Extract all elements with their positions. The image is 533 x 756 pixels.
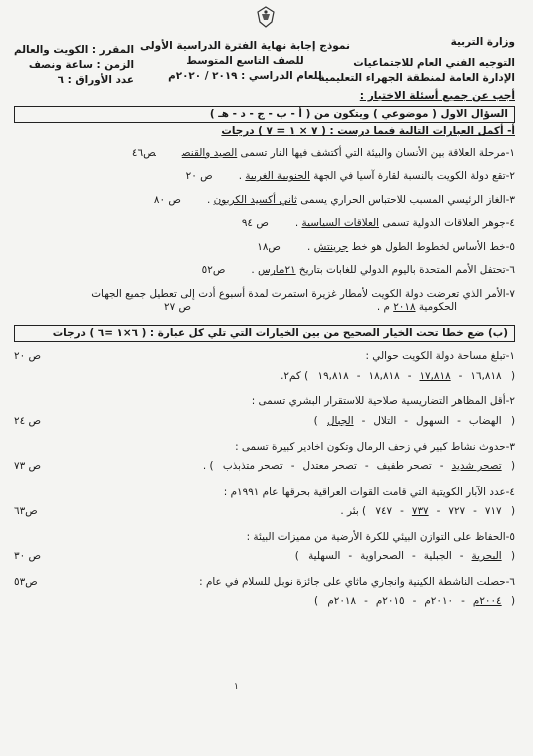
question-5 [14,241,515,255]
question-end: . [238,170,246,183]
question-text: مرحلة العلاقة بين الأنسان والبيئة التي أكتشف فيها النار تسمى [237,146,506,159]
part-b-title: (ب) ضع خطا تحت الخيار الصحيح من بين الخيارات التي تلي كل عبارة : ( ٦×١ =٦ ) درجات [14,325,515,343]
question-text: تقع دولة الكويت بالنسبة لقارة آسيا في الجهة [309,170,506,183]
department-name: التوجيه الفني العام للاجتماعيات [353,57,515,69]
open-paren: ( [507,369,515,382]
separator: - [457,414,461,427]
option: تصحر طفيف [376,460,432,473]
question-text: تحتفل الأمم المتحدة باليوم الدولي للغابات بتاريخ [295,264,506,277]
separator: - [439,460,444,473]
page-reference: ص١٨ [257,240,281,253]
instructions: أجب عن جميع أسئلة الاختبار : [359,90,515,102]
question-answer: الجنوبية الغربية [245,170,310,183]
question-end: . [251,264,259,277]
section-one-title: السؤال الاول ( موضوعي ) ويتكون من ( أ - ب - ج - د - هـ ) [14,106,515,124]
exam-header [14,8,515,92]
question-text: تبلغ مساحة دولة الكويت حوالي : [365,350,506,363]
mcq-3-stem [14,441,515,455]
selected-option: الجبال [326,414,354,427]
open-paren: ( [507,505,515,518]
page-reference: ص٤٦ [131,146,156,159]
mcq-6-options [14,595,515,609]
page-number: ١ [234,682,239,693]
question-2 [14,170,515,184]
question-number: ٥- [505,240,515,253]
separator: - [436,505,441,518]
question-6 [14,264,515,278]
question-7: ٧-الأمر الذي تعرضت دولة الكويت لأمطار غزيرة استمرت لمدة أسبوع أدت إلى تعطيل جميع الجهات الحكومية ٢٠١٨ م . ص ٢٧ [91,287,515,314]
mcq-5-stem [14,531,515,545]
option: ١٨,٨١٨ [368,369,400,382]
open-paren: ( [507,550,515,563]
page-reference: ص ٢٠ [185,170,213,183]
option-suffix: ) كم٢. [280,369,312,382]
page-reference: ص ٧٣ [14,460,42,473]
separator: - [290,460,295,473]
question-text: أقل المظاهر التضاريسية صلاحية للاستقرار البشري تسمى : [251,395,506,408]
course-info-block [14,44,134,89]
page-reference: ص٥٣ [14,575,38,588]
question-3 [14,194,515,208]
course-name: المقرر : الكويت والعالم [14,44,135,56]
mcq-4-stem [14,486,515,500]
question-7-answer: ٢٠١٨ [393,301,416,314]
page-reference: ص ٨٠ [153,193,181,206]
mcq-5-options [14,550,515,564]
question-text: جوهر العلاقات الدولية تسمى [379,217,506,230]
option: تصحر متذبذب [222,460,283,473]
option: ٢٠١٥م [375,595,405,608]
page-reference: ص ٩٤ [241,217,269,230]
option: تصحر معتدل [302,460,357,473]
open-paren: ( [507,414,515,427]
mcq-3-options [14,460,515,474]
question-1 [14,147,515,161]
page-reference: ص ٢٠ [14,350,42,363]
question-text: خط الأساس لخطوط الطول هو خط [348,240,506,253]
separator: - [400,505,404,518]
question-number: ٤- [505,217,515,230]
ministry-name: وزارة التربية [450,36,515,48]
academic-year: للعام الدراسي : ٢٠١٩ / ٢٠٢٠م [168,70,322,82]
question-answer: الصيد والقنص [181,146,238,159]
page-reference: ص ٢٤ [14,414,42,427]
question-number: ٣- [505,440,515,453]
mcq-4-options [14,505,515,519]
question-answer: ثاني أكسيد الكربون [213,193,297,206]
option: ٢٠١٨م [327,595,357,608]
exam-title-block [140,40,350,85]
open-paren: ( [507,460,515,473]
question-end: . [206,193,214,206]
option-suffix: ) [294,550,303,563]
question-number: ٥- [505,530,515,543]
exam-title: نموذج إجابة نهاية الفترة الدراسية الأولى [139,40,350,52]
page-reference: ص٥٢ [201,264,226,277]
separator: - [407,369,412,382]
mcq-6-stem [14,576,515,590]
page-count: عدد الأوراق : ٦ [57,74,135,86]
question-number: ٢- [505,395,515,408]
question-end: . [306,240,314,253]
question-number: ٢- [505,170,515,183]
separator: - [458,369,463,382]
selected-option: ٢٠٠٤م [472,595,502,608]
separator: - [459,550,464,563]
option: ٧٤٧ [375,505,393,518]
separator: - [473,505,477,518]
separator: - [412,595,417,608]
question-number: ٤- [505,485,515,498]
separator: - [364,460,369,473]
option: التلال [373,414,397,427]
option: ٢٠١٠م [424,595,454,608]
question-number: ٣- [505,193,515,206]
separator: - [361,414,366,427]
option: ١٩,٨١٨ [317,369,349,382]
separator: - [364,595,368,608]
separator: - [461,595,465,608]
option: ٧١٧ [484,505,502,518]
question-text: حصلت الناشطة الكينية وانجاري ماثاي على جائزة نوبل للسلام في عام : [199,575,506,588]
page-reference: ص٦٣ [14,505,38,518]
question-7-page-ref: ص ٢٧ [164,301,192,314]
grade-label: للصف التاسع المتوسط [186,55,304,67]
part-b-questions [14,350,515,608]
option: السهلية [308,550,341,563]
question-text: الغاز الرئيسي المسبب للاحتباس الحراري يسمى [296,193,506,206]
page-reference: ص ٣٠ [14,550,42,563]
separator: - [404,414,409,427]
question-text: عدد الآبار الكويتية التي قامت القوات العراقية بحرقها عام ١٩٩١م : [223,485,506,498]
question-text: حدوث نشاط كبير في زحف الرمال وتكون اخادير كبيرة تسمى : [235,440,506,453]
option: السهول [416,414,450,427]
question-number: ١- [505,146,515,159]
district-name: الإدارة العامة لمنطقة الجهراء التعليمية [318,72,515,84]
question-7-text: الأمر الذي تعرضت دولة الكويت لأمطار غزيرة استمرت لمدة أسبوع أدت إلى تعطيل جميع الجهات [91,287,506,300]
option: الجبلية [423,550,452,563]
selected-option: ١٧,٨١٨ [419,369,451,382]
question-4 [14,217,515,231]
option: الصحراوية [360,550,404,563]
mcq-1-stem [14,350,515,364]
mcq-2-stem [14,395,515,409]
question-number: ١- [505,350,515,363]
selected-option: البحرية [471,550,502,563]
option-suffix: ) [313,595,322,608]
separator: - [412,550,416,563]
question-end: . [294,217,302,230]
option-suffix: ) [313,414,321,427]
mcq-2-options [14,415,515,429]
option: ٧٢٧ [448,505,466,518]
question-answer: العلاقات السياسية [301,217,380,230]
question-answer: ٢١مارس [258,264,296,277]
mcq-1-options [14,370,515,384]
option-suffix: ) بئر . [340,505,370,518]
question-answer: جرينتش [313,240,349,253]
selected-option: ٧٣٧ [411,505,429,518]
exam-duration: الزمن : ساعة ونصف [28,59,135,71]
option-suffix: ) . [202,460,217,473]
selected-option: تصحر شديد [451,460,502,473]
open-paren: ( [507,595,515,608]
question-text: الحفاظ على التوازن البيئي للكرة الأرضية من مميزات البيئة : [246,530,506,543]
part-a-title: أ- أكمل العبارات التالية فيما درست : ( ٧ × ١ = ٧ ) درجات [221,125,515,138]
option: ١٦,٨١٨ [470,369,502,382]
part-a-questions [14,147,515,278]
question-number: ٦- [505,575,515,588]
option: الهضاب [468,414,502,427]
separator: - [348,550,353,563]
question-number: ٦- [505,264,515,277]
separator: - [356,369,361,382]
